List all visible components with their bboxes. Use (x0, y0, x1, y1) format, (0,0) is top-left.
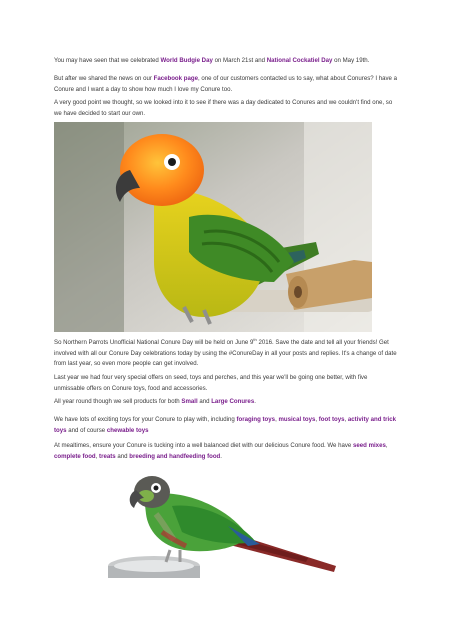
paragraph-toys (54, 415, 399, 436)
link-small-conures[interactable]: Small (181, 398, 198, 405)
link-facebook-page[interactable]: Facebook page (153, 75, 198, 82)
link-large-conures[interactable]: Large Conures (211, 398, 255, 405)
text: , one of our customers contacted us to say, what about Conures? I have a Conure and I want a day to show how much I love my Conure too. (54, 75, 398, 93)
text: But after we shared the news on our (54, 75, 154, 82)
paragraph-food (54, 441, 399, 462)
link-musical-toys[interactable]: musical toys (278, 416, 316, 423)
link-world-budgie-day[interactable]: World Budgie Day (160, 57, 213, 64)
text: All year round though we sell products for both (54, 398, 182, 405)
text: 2016. Save the date and tell all your friends! Get involved with all our Conure Day celebrations today by using the #ConureDay in all your posts and replies. It's a change of date from last year, so even more people can get involved. (54, 339, 397, 368)
link-chewable-toys[interactable]: chewable toys (106, 426, 149, 434)
text: . (220, 452, 222, 460)
paragraph-facebook (54, 74, 399, 95)
link-foot-toys[interactable]: foot toys (318, 416, 345, 423)
text: , (344, 416, 348, 423)
text: So Northern Parrots Unofficial National Conure Day will be held on June 9 (54, 339, 254, 346)
superscript: th (253, 336, 257, 342)
text: , (315, 416, 319, 423)
link-activity-trick-toys[interactable]: activity and trick toys (54, 416, 396, 434)
text: and (115, 452, 130, 460)
link-seed-mixes[interactable]: seed mixes (352, 442, 386, 449)
text: . (254, 398, 256, 405)
link-complete-food[interactable]: complete food (54, 452, 96, 460)
paragraph-conure-day (54, 338, 399, 370)
paragraph-products (54, 397, 399, 408)
link-breeding-handfeeding-food[interactable]: breeding and handfeeding food (129, 452, 221, 460)
text: on May 19th. (332, 57, 370, 64)
paragraph-intro (54, 56, 399, 67)
link-foraging-toys[interactable]: foraging toys (236, 416, 276, 423)
paragraph-offers: Last year we had four very special offers on seed, toys and perches, and this year we'll be going one better, with five unmissable offers on Conure toys, food and accessories. (54, 374, 368, 392)
text: and (197, 398, 212, 405)
text: on March 21st and (212, 57, 267, 64)
text: , (385, 442, 388, 449)
paragraph-good-point: A very good point we thought, so we looked into it to see if there was a day dedicated to Conures and we couldn't find one, so we have decided to start our own. (54, 99, 393, 117)
text: , (95, 452, 100, 460)
sun-conure-photo (54, 122, 372, 332)
text: We have lots of exciting toys for your Conure to play with, including (54, 416, 237, 423)
green-cheek-conure-photo (108, 466, 338, 578)
text: and of course (66, 426, 107, 434)
link-national-cockatiel-day[interactable]: National Cockatiel Day (266, 57, 333, 64)
text: , (275, 416, 279, 423)
text: At mealtimes, ensure your Conure is tucking into a well balanced diet with our delicious Conure food. We have (54, 442, 353, 449)
text: You may have seen that we celebrated (54, 57, 161, 64)
link-treats[interactable]: treats (99, 452, 116, 460)
